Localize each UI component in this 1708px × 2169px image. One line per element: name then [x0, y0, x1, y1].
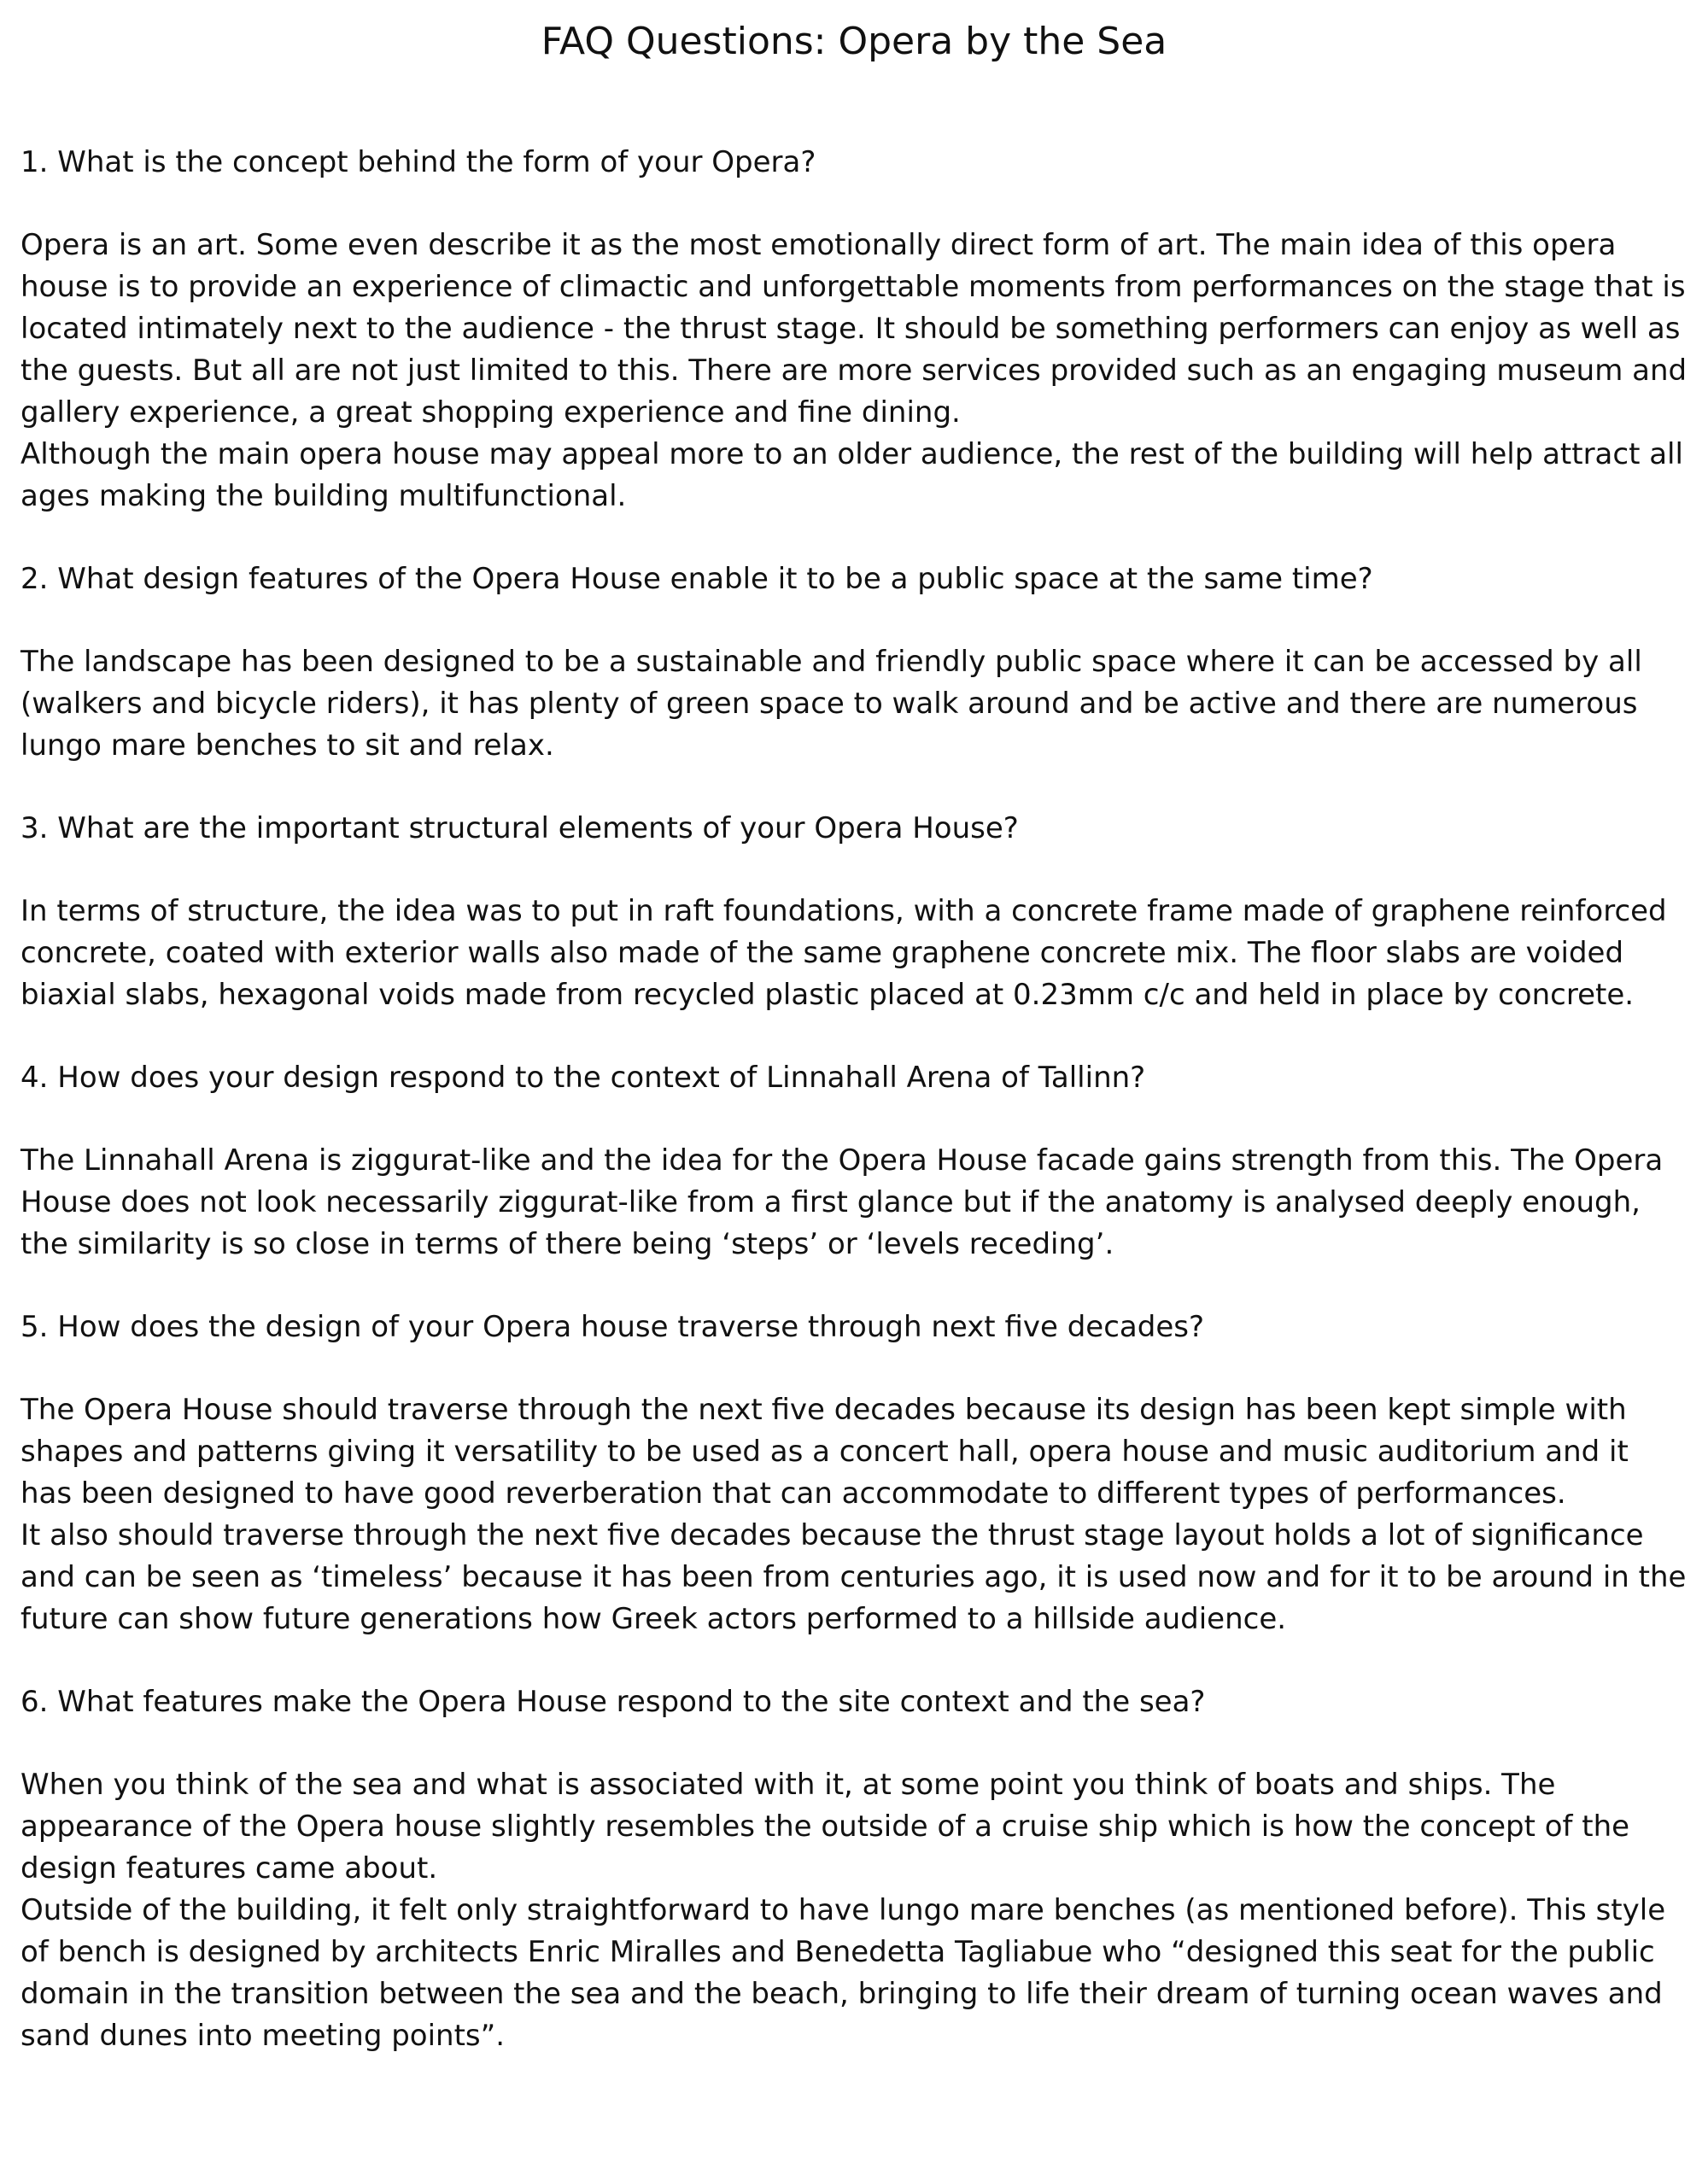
- faq-item-1: [20, 142, 1688, 517]
- faq-answer-2: [20, 641, 1688, 767]
- faq-question-6: 6. What features make the Opera House respond to the site context and the sea?: [20, 1685, 1206, 1719]
- faq-question-1: 1. What is the concept behind the form of your Opera?: [20, 145, 816, 179]
- faq-item-3: [20, 808, 1688, 1016]
- answer-paragraph: When you think of the sea and what is associated with it, at some point you think of boats and ships. The appearance of the Opera house slightly resembles the outside of a cruise ship which is how the concept of the design features came about.: [20, 1768, 1630, 1885]
- faq-answer-1: [20, 225, 1688, 517]
- faq-list: [20, 142, 1688, 2057]
- faq-answer-4: [20, 1140, 1688, 1266]
- answer-paragraph: Outside of the building, it felt only straightforward to have lungo mare benches (as mentioned before). This style of bench is designed by architects Enric Miralles and Benedetta Tagliabue who “designed this seat for the public domain in the transition between the sea and the beach, bringing to life their dream of turning ocean waves and sand dunes into meeting points”.: [20, 1893, 1666, 2053]
- answer-paragraph: The landscape has been designed to be a sustainable and friendly public space where it can be accessed by all (walkers and bicycle riders), it has plenty of green space to walk around and be active and there are numerous lungo mare benches to sit and relax.: [20, 645, 1642, 763]
- answer-paragraph: Although the main opera house may appeal more to an older audience, the rest of the building will help attract all ages making the building multifunctional.: [20, 437, 1683, 513]
- faq-item-4: [20, 1057, 1688, 1266]
- faq-answer-6: [20, 1764, 1688, 2057]
- faq-question-3: 3. What are the important structural elements of your Opera House?: [20, 811, 1019, 845]
- faq-question-4: 4. How does your design respond to the context of Linnahall Arena of Tallinn?: [20, 1061, 1146, 1095]
- faq-answer-3: [20, 891, 1688, 1016]
- answer-paragraph: In terms of structure, the idea was to put in raft foundations, with a concrete frame made of graphene reinforced concrete, coated with exterior walls also made of the same graphene concrete mix. The floor slabs are voided biaxial slabs, hexagonal voids made from recycled plastic placed at 0.23mm c/c and held in place by concrete.: [20, 894, 1667, 1012]
- answer-paragraph: The Opera House should traverse through the next five decades because its design has been kept simple with shapes and patterns giving it versatility to be used as a concert hall, opera house and music auditorium and it has been designed to have good reverberation that can accommodate to different types of performances.: [20, 1393, 1629, 1511]
- faq-question-2: 2. What design features of the Opera House enable it to be a public space at the same time?: [20, 562, 1373, 596]
- faq-item-6: [20, 1681, 1688, 2057]
- answer-paragraph: It also should traverse through the next five decades because the thrust stage layout holds a lot of significance and can be seen as ‘timeless’ because it has been from centuries ago, it is used now and for it to be around in the future can show future generations how Greek actors performed to a hillside audience.: [20, 1518, 1687, 1636]
- answer-paragraph: Opera is an art. Some even describe it as the most emotionally direct form of art. The main idea of this opera house is to provide an experience of climactic and unforgettable moments from performances on the stage that is located intimately next to the audience - the thrust stage. It should be something performers can enjoy as well as the guests. But all are not just limited to this. There are more services provided such as an engaging museum and gallery experience, a great shopping experience and fine dining.: [20, 228, 1688, 430]
- answer-paragraph: The Linnahall Arena is ziggurat-like and the idea for the Opera House facade gains strength from this. The Opera House does not look necessarily ziggurat-like from a first glance but if the anatomy is analysed deeply enough, the similarity is so close in terms of there being ‘steps’ or ‘levels receding’.: [20, 1143, 1664, 1261]
- faq-item-2: [20, 558, 1688, 767]
- faq-answer-5: [20, 1389, 1688, 1640]
- faq-question-5: 5. How does the design of your Opera house traverse through next five decades?: [20, 1310, 1204, 1344]
- faq-item-5: [20, 1307, 1688, 1640]
- document-title: FAQ Questions: Opera by the Sea: [541, 20, 1167, 63]
